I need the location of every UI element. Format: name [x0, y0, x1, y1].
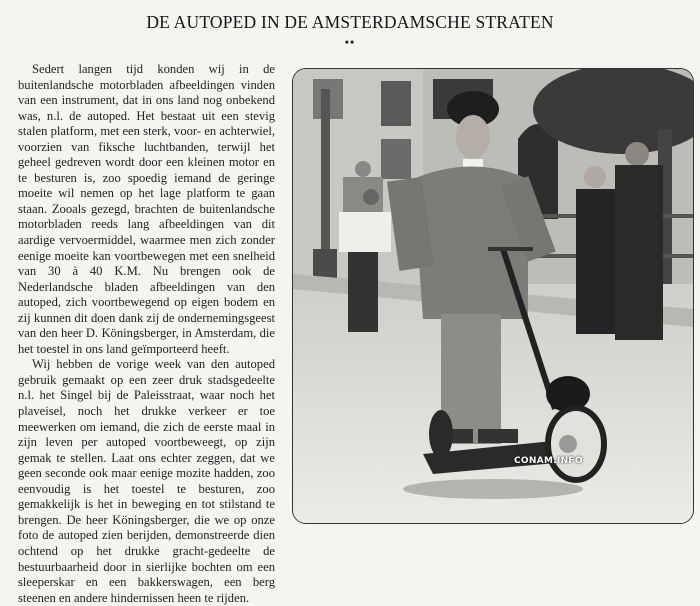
- photo-illustration: [293, 69, 693, 523]
- article-title: DE AUTOPED IN DE AMSTERDAMSCHE STRATEN: [146, 12, 554, 32]
- autoped-photo: [292, 68, 694, 524]
- paragraph-1: Sedert langen tijd konden wij in de buitenlandsche motorbladen afbeeldingen vinden van een instrument, dat in ons land nog onbekend was, n.l. de autoped. Het bestaat uit een stevig stalen platform, met een sterk, voor- en achterwiel, voorzien van fiksche luchtbanden, terwijl het geheel gedreven wordt door een kleinen motor en te besturen is, zoo spoedig iemand de geringe moeite wil nemen op het lage platform te gaan staan. Zooals gezegd, brachten de buitenlandsche motorbladen reeds lang afbeeldingen van dit aardige vervoermiddel, waarmee men zich zonder eenige moeite kan voortbewegen met een snelheid van 30 à 40 K.M. Nu brengen ook de Nederlandsche bladen afbeeldingen van den autoped, zich voortbewegend op eigen bodem en zij kunnen dit doen dank zij de ondernemingsgeest van den heer D. Köningsberger, in Amsterdam, die het toestel in ons land geïmporteerd heeft.: [18, 62, 275, 356]
- title-ornament: ••: [344, 35, 356, 49]
- watermark-text: CONAM.INFO: [514, 456, 583, 466]
- article-body: [18, 62, 275, 606]
- paragraph-2: Wij hebben de vorige week van den autoped gebruik gemaakt op een zeer druk stadsgedeelte n.l. het Singel bij de Paleisstraat, waar noch het plaveisel, noch het drukke verkeer er toe meewerken om iemand, die zich de eerste maal in zijn leven per autoped voortbeweegt, op zijn gemak te stellen. Laat ons echter zeggen, dat we geen seconde ook maar eenige mozite hadden, zoo eenvoudig is het toestel te besturen, zoo gemakkelijk is het in beweging en tot stilstand te brengen. De heer Köningsberger, die we op onze foto de autoped zien berijden, demonstreerde dien ochtend op het drukke gracht-gedeelte de bestuurbaarheid door in sierlijke bochten om een sleeperskar en een bakkerswagen, een berg steenen en andere hindernissen heen te rijden.: [18, 357, 275, 605]
